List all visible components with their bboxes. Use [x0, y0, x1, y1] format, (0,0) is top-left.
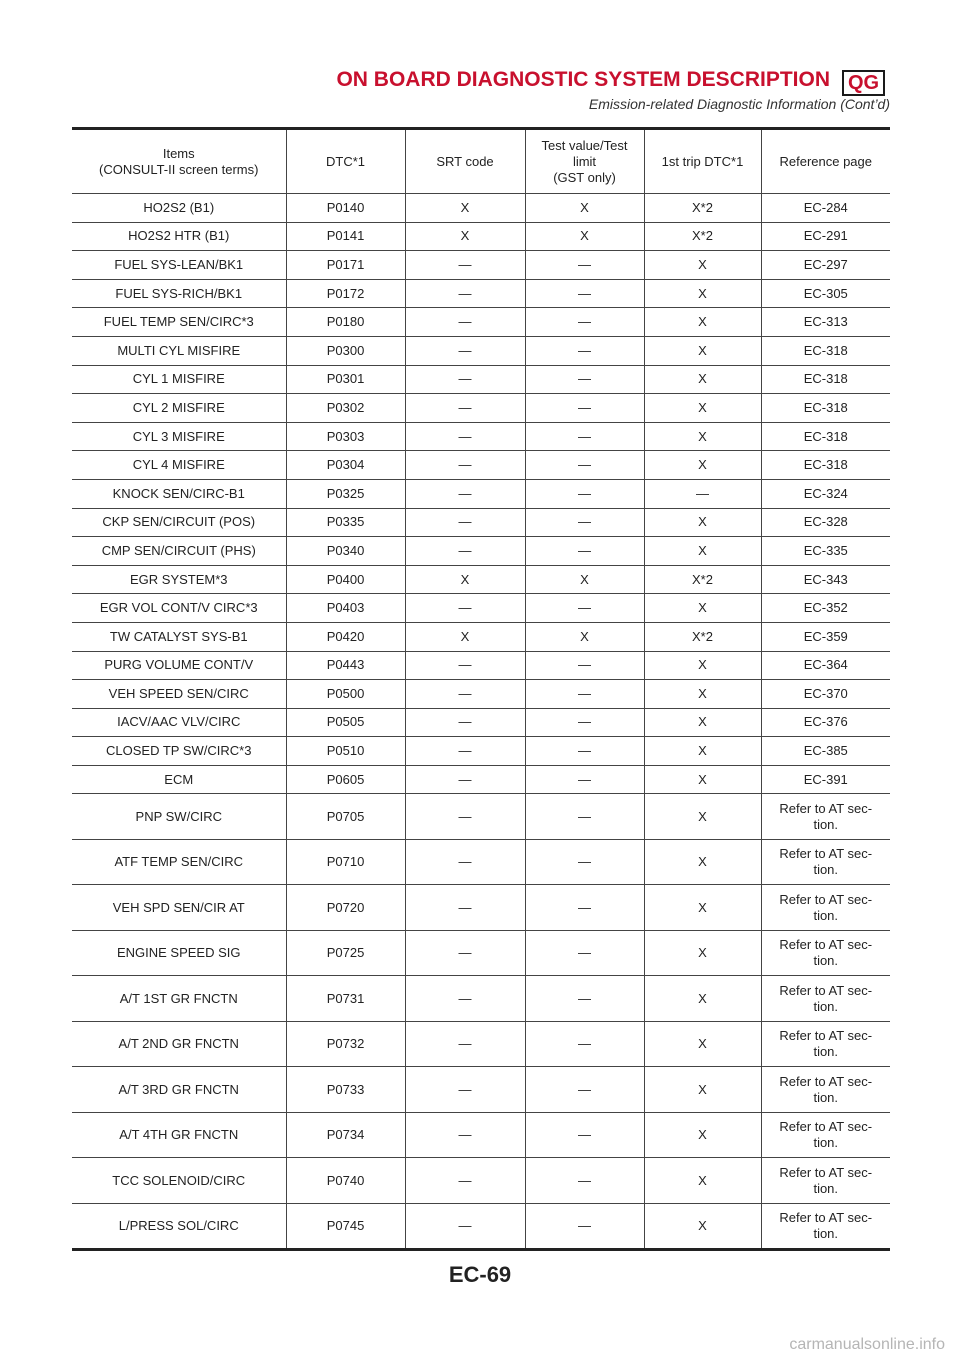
cell-item-name: EGR VOL CONT/V CIRC*3: [72, 594, 286, 623]
cell-reference-page: EC-318: [761, 422, 890, 451]
cell-test-value: —: [525, 651, 644, 680]
cell-reference-page: EC-328: [761, 508, 890, 537]
cell-reference-page: Refer to AT sec- tion.: [761, 1158, 890, 1204]
table-row: [72, 737, 890, 766]
cell-first-trip-dtc: X*2: [644, 222, 761, 251]
cell-first-trip-dtc: X: [644, 1067, 761, 1113]
cell-test-value: —: [525, 885, 644, 931]
cell-first-trip-dtc: X: [644, 594, 761, 623]
cell-reference-page: EC-343: [761, 565, 890, 594]
cell-srt-code: X: [405, 622, 525, 651]
cell-srt-code: —: [405, 451, 525, 480]
cell-test-value: —: [525, 594, 644, 623]
cell-srt-code: —: [405, 308, 525, 337]
cell-test-value: —: [525, 765, 644, 794]
cell-item-name: TW CATALYST SYS-B1: [72, 622, 286, 651]
cell-srt-code: —: [405, 1203, 525, 1248]
cell-srt-code: —: [405, 680, 525, 709]
cell-dtc-code: P0325: [286, 479, 405, 508]
cell-dtc-code: P0740: [286, 1158, 405, 1204]
cell-test-value: —: [525, 451, 644, 480]
cell-test-value: —: [525, 1158, 644, 1204]
cell-first-trip-dtc: X: [644, 680, 761, 709]
cell-dtc-code: P0500: [286, 680, 405, 709]
cell-srt-code: —: [405, 336, 525, 365]
cell-item-name: EGR SYSTEM*3: [72, 565, 286, 594]
cell-dtc-code: P0301: [286, 365, 405, 394]
cell-item-name: CYL 4 MISFIRE: [72, 451, 286, 480]
cell-item-name: ATF TEMP SEN/CIRC: [72, 839, 286, 885]
cell-item-name: TCC SOLENOID/CIRC: [72, 1158, 286, 1204]
cell-test-value: —: [525, 394, 644, 423]
cell-dtc-code: P0510: [286, 737, 405, 766]
cell-dtc-code: P0141: [286, 222, 405, 251]
cell-srt-code: —: [405, 976, 525, 1022]
cell-test-value: —: [525, 479, 644, 508]
cell-reference-page: Refer to AT sec- tion.: [761, 1021, 890, 1067]
table-row: [72, 1112, 890, 1158]
cell-test-value: —: [525, 279, 644, 308]
cell-first-trip-dtc: X: [644, 930, 761, 976]
cell-reference-page: EC-364: [761, 651, 890, 680]
cell-item-name: CYL 2 MISFIRE: [72, 394, 286, 423]
cell-first-trip-dtc: X: [644, 508, 761, 537]
cell-reference-page: EC-291: [761, 222, 890, 251]
table-row: [72, 422, 890, 451]
cell-reference-page: EC-318: [761, 336, 890, 365]
cell-item-name: PURG VOLUME CONT/V: [72, 651, 286, 680]
cell-item-name: MULTI CYL MISFIRE: [72, 336, 286, 365]
cell-test-value: —: [525, 1021, 644, 1067]
cell-test-value: —: [525, 336, 644, 365]
table-row: [72, 765, 890, 794]
cell-srt-code: —: [405, 279, 525, 308]
cell-reference-page: Refer to AT sec- tion.: [761, 839, 890, 885]
table-header-row: [72, 130, 890, 194]
cell-srt-code: —: [405, 1067, 525, 1113]
table-row: [72, 680, 890, 709]
cell-reference-page: Refer to AT sec- tion.: [761, 885, 890, 931]
table-row: [72, 651, 890, 680]
cell-reference-page: EC-335: [761, 537, 890, 566]
cell-first-trip-dtc: —: [644, 479, 761, 508]
cell-test-value: —: [525, 251, 644, 280]
cell-reference-page: Refer to AT sec- tion.: [761, 930, 890, 976]
cell-srt-code: —: [405, 765, 525, 794]
table-row: [72, 479, 890, 508]
cell-srt-code: —: [405, 365, 525, 394]
cell-test-value: —: [525, 365, 644, 394]
table-row: [72, 885, 890, 931]
cell-first-trip-dtc: X: [644, 365, 761, 394]
cell-reference-page: EC-305: [761, 279, 890, 308]
cell-test-value: —: [525, 537, 644, 566]
cell-item-name: HO2S2 (B1): [72, 194, 286, 223]
cell-reference-page: Refer to AT sec- tion.: [761, 1203, 890, 1248]
cell-dtc-code: P0140: [286, 194, 405, 223]
cell-reference-page: EC-352: [761, 594, 890, 623]
cell-srt-code: —: [405, 794, 525, 840]
cell-dtc-code: P0720: [286, 885, 405, 931]
cell-dtc-code: P0335: [286, 508, 405, 537]
cell-first-trip-dtc: X: [644, 839, 761, 885]
cell-test-value: X: [525, 565, 644, 594]
cell-first-trip-dtc: X: [644, 1021, 761, 1067]
cell-first-trip-dtc: X: [644, 765, 761, 794]
cell-test-value: —: [525, 708, 644, 737]
cell-test-value: X: [525, 194, 644, 223]
page-title: ON BOARD DIAGNOSTIC SYSTEM DESCRIPTION: [336, 68, 830, 91]
table-row: [72, 537, 890, 566]
cell-reference-page: Refer to AT sec- tion.: [761, 794, 890, 840]
cell-reference-page: EC-297: [761, 251, 890, 280]
dtc-table: [72, 127, 890, 1251]
cell-dtc-code: P0303: [286, 422, 405, 451]
cell-first-trip-dtc: X: [644, 976, 761, 1022]
cell-test-value: —: [525, 839, 644, 885]
table-row: [72, 194, 890, 223]
cell-srt-code: —: [405, 479, 525, 508]
cell-item-name: KNOCK SEN/CIRC-B1: [72, 479, 286, 508]
dtc-table-grid: [72, 130, 890, 1248]
page-number: EC-69: [448, 1262, 512, 1287]
cell-item-name: A/T 1ST GR FNCTN: [72, 976, 286, 1022]
table-row: [72, 565, 890, 594]
cell-srt-code: —: [405, 839, 525, 885]
cell-first-trip-dtc: X: [644, 1203, 761, 1248]
cell-item-name: IACV/AAC VLV/CIRC: [72, 708, 286, 737]
cell-dtc-code: P0171: [286, 251, 405, 280]
cell-dtc-code: P0745: [286, 1203, 405, 1248]
cell-srt-code: —: [405, 1021, 525, 1067]
table-row: [72, 308, 890, 337]
cell-srt-code: —: [405, 737, 525, 766]
cell-first-trip-dtc: X: [644, 708, 761, 737]
cell-srt-code: —: [405, 594, 525, 623]
cell-dtc-code: P0420: [286, 622, 405, 651]
table-row: [72, 451, 890, 480]
cell-first-trip-dtc: X: [644, 394, 761, 423]
cell-item-name: VEH SPD SEN/CIR AT: [72, 885, 286, 931]
cell-reference-page: EC-385: [761, 737, 890, 766]
cell-reference-page: EC-376: [761, 708, 890, 737]
table-row: [72, 839, 890, 885]
cell-srt-code: —: [405, 930, 525, 976]
cell-srt-code: —: [405, 1158, 525, 1204]
cell-item-name: FUEL SYS-RICH/BK1: [72, 279, 286, 308]
cell-item-name: VEH SPEED SEN/CIRC: [72, 680, 286, 709]
cell-srt-code: —: [405, 1112, 525, 1158]
cell-item-name: CKP SEN/CIRCUIT (POS): [72, 508, 286, 537]
cell-first-trip-dtc: X: [644, 336, 761, 365]
table-row: [72, 1067, 890, 1113]
cell-first-trip-dtc: X*2: [644, 194, 761, 223]
cell-item-name: HO2S2 HTR (B1): [72, 222, 286, 251]
cell-item-name: CYL 3 MISFIRE: [72, 422, 286, 451]
table-row: [72, 708, 890, 737]
cell-dtc-code: P0710: [286, 839, 405, 885]
cell-dtc-code: P0731: [286, 976, 405, 1022]
cell-dtc-code: P0705: [286, 794, 405, 840]
cell-reference-page: EC-284: [761, 194, 890, 223]
cell-srt-code: —: [405, 885, 525, 931]
cell-first-trip-dtc: X: [644, 422, 761, 451]
table-row: [72, 930, 890, 976]
cell-reference-page: EC-318: [761, 394, 890, 423]
column-header-reference-page: Reference page: [761, 130, 890, 194]
cell-first-trip-dtc: X*2: [644, 565, 761, 594]
cell-reference-page: Refer to AT sec- tion.: [761, 1067, 890, 1113]
cell-first-trip-dtc: X: [644, 279, 761, 308]
cell-item-name: ENGINE SPEED SIG: [72, 930, 286, 976]
cell-first-trip-dtc: X: [644, 1112, 761, 1158]
cell-first-trip-dtc: X: [644, 651, 761, 680]
cell-srt-code: X: [405, 194, 525, 223]
cell-item-name: L/PRESS SOL/CIRC: [118, 1218, 239, 1234]
column-header-srt-code: SRT code: [405, 130, 525, 194]
watermark: carmanualsonline.info: [789, 1336, 945, 1353]
cell-srt-code: —: [405, 651, 525, 680]
table-row: [72, 508, 890, 537]
cell-first-trip-dtc: X: [644, 885, 761, 931]
table-row: [72, 1158, 890, 1204]
cell-first-trip-dtc: X: [644, 537, 761, 566]
cell-dtc-code: P0734: [286, 1112, 405, 1158]
cell-test-value: —: [525, 308, 644, 337]
cell-item-name: A/T 4TH GR FNCTN: [72, 1112, 286, 1158]
cell-first-trip-dtc: X: [644, 251, 761, 280]
column-header-items: Items (CONSULT-II screen terms): [72, 130, 286, 194]
cell-dtc-code: P0732: [286, 1021, 405, 1067]
cell-dtc-code: P0400: [286, 565, 405, 594]
cell-item-name: CYL 1 MISFIRE: [72, 365, 286, 394]
table-row: [72, 336, 890, 365]
cell-reference-page: EC-318: [761, 451, 890, 480]
cell-first-trip-dtc: X: [644, 794, 761, 840]
table-row: [72, 1203, 890, 1248]
cell-test-value: —: [525, 737, 644, 766]
table-row: [72, 794, 890, 840]
cell-reference-page: EC-359: [761, 622, 890, 651]
table-row: [72, 394, 890, 423]
cell-item-name: FUEL TEMP SEN/CIRC*3: [72, 308, 286, 337]
section-tag: QG: [842, 70, 885, 96]
cell-first-trip-dtc: X*2: [644, 622, 761, 651]
cell-reference-page: EC-370: [761, 680, 890, 709]
cell-dtc-code: P0300: [286, 336, 405, 365]
cell-test-value: —: [525, 508, 644, 537]
cell-dtc-code: P0172: [286, 279, 405, 308]
column-header-dtc: DTC*1: [286, 130, 405, 194]
cell-dtc-code: P0443: [286, 651, 405, 680]
cell-reference-page: EC-391: [761, 765, 890, 794]
table-row: [72, 976, 890, 1022]
cell-item-name: A/T 3RD GR FNCTN: [72, 1067, 286, 1113]
cell-dtc-code: P0403: [286, 594, 405, 623]
cell-srt-code: X: [405, 222, 525, 251]
cell-test-value: —: [525, 1067, 644, 1113]
cell-test-value: —: [525, 422, 644, 451]
cell-dtc-code: P0505: [286, 708, 405, 737]
cell-srt-code: —: [405, 537, 525, 566]
cell-srt-code: —: [405, 422, 525, 451]
cell-dtc-code: P0340: [286, 537, 405, 566]
cell-srt-code: —: [405, 708, 525, 737]
cell-test-value: X: [525, 622, 644, 651]
cell-test-value: —: [525, 1112, 644, 1158]
cell-item-name: PNP SW/CIRC: [72, 794, 286, 840]
cell-srt-code: —: [405, 508, 525, 537]
cell-srt-code: —: [405, 251, 525, 280]
cell-item-name: FUEL SYS-LEAN/BK1: [72, 251, 286, 280]
table-row: [72, 251, 890, 280]
cell-first-trip-dtc: X: [644, 451, 761, 480]
cell-srt-code: —: [405, 394, 525, 423]
cell-srt-code: X: [405, 565, 525, 594]
page-subtitle: Emission-related Diagnostic Information (Cont’d): [588, 96, 890, 112]
table-row: [72, 622, 890, 651]
cell-dtc-code: P0304: [286, 451, 405, 480]
table-body: [72, 194, 890, 1249]
cell-test-value: —: [525, 794, 644, 840]
cell-test-value: —: [525, 976, 644, 1022]
cell-dtc-code: P0605: [286, 765, 405, 794]
cell-item-name: CMP SEN/CIRCUIT (PHS): [72, 537, 286, 566]
cell-test-value: —: [525, 930, 644, 976]
cell-dtc-code: P0725: [286, 930, 405, 976]
cell-dtc-code: P0180: [286, 308, 405, 337]
cell-reference-page: EC-318: [761, 365, 890, 394]
table-row: [72, 222, 890, 251]
cell-dtc-code: P0302: [286, 394, 405, 423]
table-row: [72, 365, 890, 394]
cell-reference-page: EC-313: [761, 308, 890, 337]
cell-reference-page: Refer to AT sec- tion.: [761, 1112, 890, 1158]
cell-item-name: CLOSED TP SW/CIRC*3: [72, 737, 286, 766]
column-header-1st-trip-dtc: 1st trip DTC*1: [644, 130, 761, 194]
table-row: [72, 279, 890, 308]
cell-test-value: —: [525, 680, 644, 709]
cell-item-name: A/T 2ND GR FNCTN: [72, 1021, 286, 1067]
cell-first-trip-dtc: X: [644, 308, 761, 337]
column-header-test-value: Test value/Test limit (GST only): [525, 130, 644, 194]
cell-first-trip-dtc: X: [644, 1158, 761, 1204]
cell-dtc-code: P0733: [286, 1067, 405, 1113]
cell-test-value: —: [525, 1203, 644, 1248]
table-row: [72, 1021, 890, 1067]
cell-reference-page: Refer to AT sec- tion.: [761, 976, 890, 1022]
cell-reference-page: EC-324: [761, 479, 890, 508]
cell-item-name: ECM: [72, 765, 286, 794]
table-row: [72, 594, 890, 623]
cell-first-trip-dtc: X: [644, 737, 761, 766]
cell-test-value: X: [525, 222, 644, 251]
